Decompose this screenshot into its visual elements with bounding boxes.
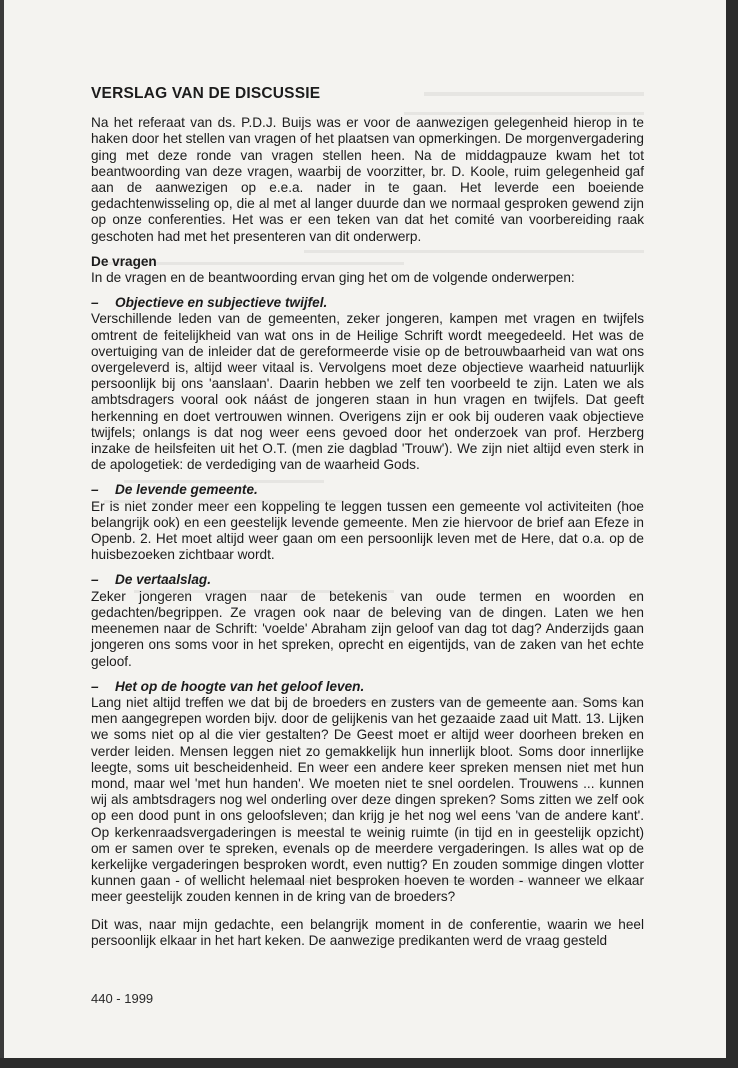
vragen-heading: De vragen xyxy=(91,253,157,269)
dash-marker: – xyxy=(91,295,99,311)
intro-paragraph: Na het referaat van ds. P.D.J. Buijs was er voor de aanwezigen gelegenheid hierop in te haken door het stellen van vragen of het plaatsen van opmerkingen. De morgenvergadering ging met deze ronde van vragen stellen heen. Na de middagpauze kwam het tot beantwoording van deze vragen, waarbij de voorzitter, br. D. Koole, ruim gelegenheid gaf aan de aanwezigen op e.e.a. nader in te gaan. Het leverde een boeiende gedachtenwisseling op, die al met al langer duurde dan we normaal gesproken gewend zijn op onze conferenties. Het was er een teken van dat het comité van voorbereiding raak geschoten had met het presenteren van dit onderwerp. xyxy=(91,115,644,244)
vragen-section xyxy=(91,254,644,286)
page-number: 440 - 1999 xyxy=(91,991,154,1006)
closing-paragraph: Dit was, naar mijn gedachte, een belangrijk moment in de conferentie, waarin we heel persoonlijk elkaar in het hart keken. De aanwezige predikanten werd de vraag gesteld xyxy=(91,916,644,948)
article xyxy=(91,86,644,958)
section-heading: Objectieve en subjectieve twijfel. xyxy=(115,295,328,311)
section-heading: De vertaalslag. xyxy=(115,572,211,588)
section-levende-gemeente xyxy=(91,482,644,563)
scan-border-bottom xyxy=(0,1058,738,1068)
scan-border-right xyxy=(726,0,738,1068)
dash-marker: – xyxy=(91,572,99,588)
vragen-text: In de vragen en de beantwoording ervan ging het om de volgende onderwerpen: xyxy=(91,270,575,286)
dash-marker: – xyxy=(91,482,99,498)
document-page xyxy=(4,0,726,1058)
section-objectieve-twijfel xyxy=(91,295,644,473)
section-text: Verschillende leden van de gemeenten, zeker jongeren, kampen met vragen en twijfels omtrent de feitelijkheid van wat ons in de Heilige Schrift wordt meegedeeld. Het was de overtuiging van de inleider dat de gereformeerde visie op de betrouwbaarheid van wat ons overgeleverd is, altijd weer vitaal is. Vervolgens moet deze objectieve waarheid natuurlijk persoonlijk bij ons 'aanslaan'. Daarin hebben we zelf ten voorbeeld te zijn. Laten we als ambtsdragers vooral ook náást de jongeren staan in hun vragen en twijfels. Dat geeft herkenning en doet vertrouwen winnen. Overigens zijn er ook bij ouderen vaak objectieve twijfels; onlangs is dat nog weer eens gevoed door het onderzoek van prof. Herzberg inzake de heilsfeiten uit het O.T. (men zie dagblad 'Trouw'). We zijn niet altijd even sterk in de apologetiek: de verdediging van de waarheid Gods. xyxy=(91,311,644,473)
article-title: VERSLAG VAN DE DISCUSSIE xyxy=(91,85,321,102)
section-text: Lang niet altijd treffen we dat bij de broeders en zusters van de gemeente aan. Soms kan men aangegrepen worden bijv. door de gelijkenis van het gezaaide zaad uit Matt. 13. Lijken we soms niet op al die vier gestalten? De Geest moet er altijd weer doorheen breken en verder leiden. Mensen leggen niet zo gemakkelijk hun innerlijk bloot. Soms door innerlijke leegte, soms uit bescheidenheid. En weer een andere keer spreken mensen niet met hun mond, maar wel 'met hun handen'. We moeten niet te snel oordelen. Trouwens ... kunnen wij als ambtsdragers nog wel onderling over deze dingen spreken? Soms zitten we zelf ook op een dood punt in ons geloofsleven; dan krijg je het nog wel eens 'van de andere kant'. Op kerkenraadsvergaderingen is meestal te weinig ruimte (in tijd en in geestelijk opzicht) om er samen over te spreken, evenals op de meerdere vergaderingen. Is alles wat op de kerkelijke vergaderingen besproken wordt, even nuttig? En zouden sommige dingen vlotter kunnen gaan - of wellicht helemaal niet besproken hoeven te worden - wanneer we elkaar meer geestelijk zouden kennen in de kring van de broeders? xyxy=(91,694,644,905)
section-heading: De levende gemeente. xyxy=(115,482,258,498)
section-hoogte-geloof xyxy=(91,679,644,906)
section-heading: Het op de hoogte van het geloof leven. xyxy=(115,678,365,694)
section-text: Er is niet zonder meer een koppeling te leggen tussen een gemeente vol activiteiten (hoe belangrijk ook) en een geestelijk levende gemeente. Men zie hiervoor de brief aan Efeze in Openb. 2. Het moet altijd weer gaan om een persoonlijk leven met de Here, dat o.a. op de huisbezoeken zichtbaar wordt. xyxy=(91,498,644,563)
section-vertaalslag xyxy=(91,572,644,669)
dash-marker: – xyxy=(91,678,99,694)
section-text: Zeker jongeren vragen naar de betekenis van oude termen en woorden en gedachten/begrippen. Ze vragen ook naar de beleving van de dingen. Laten we hen meenemen naar de Schrift: 'voelde' Abraham zijn geloof van dag tot dag? Anderzijds gaan jongeren ons soms voor in het spreken, oprecht en eigentijds, van de zaken van het echte geloof. xyxy=(91,588,644,669)
